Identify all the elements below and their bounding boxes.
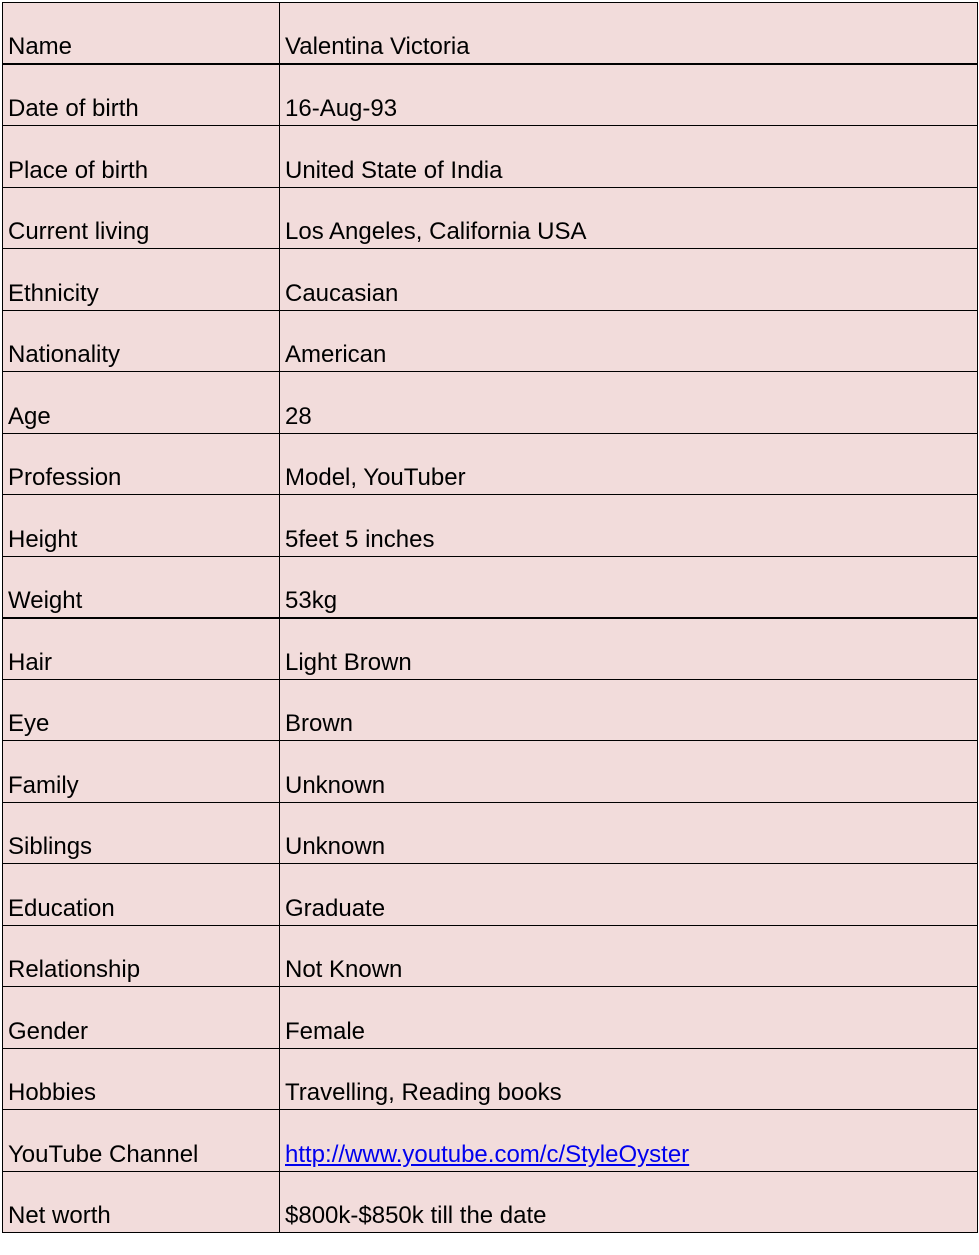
row-label: Weight	[3, 556, 280, 618]
row-label: Net worth	[3, 1171, 280, 1233]
row-label: Age	[3, 372, 280, 434]
youtube-channel-cell	[280, 1110, 978, 1172]
row-label: Hobbies	[3, 1048, 280, 1110]
row-value: Graduate	[280, 864, 978, 926]
row-value: Unknown	[280, 802, 978, 864]
profile-table	[2, 2, 978, 1233]
table-row	[3, 987, 978, 1049]
table-row	[3, 1110, 978, 1172]
row-value: Unknown	[280, 741, 978, 803]
table-row	[3, 925, 978, 987]
row-label: Family	[3, 741, 280, 803]
table-row	[3, 187, 978, 249]
row-label: Current living	[3, 187, 280, 249]
row-value: Caucasian	[280, 249, 978, 311]
row-label: Gender	[3, 987, 280, 1049]
table-row	[3, 495, 978, 557]
row-value: Model, YouTuber	[280, 433, 978, 495]
table-row	[3, 741, 978, 803]
table-row	[3, 310, 978, 372]
row-label: Nationality	[3, 310, 280, 372]
row-label: Date of birth	[3, 64, 280, 126]
table-row	[3, 126, 978, 188]
row-value: 5feet 5 inches	[280, 495, 978, 557]
row-label: Education	[3, 864, 280, 926]
table-row	[3, 618, 978, 680]
table-row	[3, 249, 978, 311]
table-row	[3, 679, 978, 741]
table-row	[3, 1048, 978, 1110]
row-value: 16-Aug-93	[280, 64, 978, 126]
row-value: Valentina Victoria	[280, 3, 978, 65]
table-row	[3, 64, 978, 126]
row-value: $800k-$850k till the date	[280, 1171, 978, 1233]
row-value: Light Brown	[280, 618, 978, 680]
row-label: Eye	[3, 679, 280, 741]
row-value: Los Angeles, California USA	[280, 187, 978, 249]
row-value: Travelling, Reading books	[280, 1048, 978, 1110]
row-value: Brown	[280, 679, 978, 741]
row-value: 53kg	[280, 556, 978, 618]
table-row	[3, 802, 978, 864]
table-row	[3, 556, 978, 618]
row-value: 28	[280, 372, 978, 434]
row-label: Ethnicity	[3, 249, 280, 311]
row-value: Not Known	[280, 925, 978, 987]
row-label: Profession	[3, 433, 280, 495]
table-row	[3, 3, 978, 65]
table-row	[3, 372, 978, 434]
row-label: Hair	[3, 618, 280, 680]
row-value: American	[280, 310, 978, 372]
youtube-channel-link[interactable]: http://www.youtube.com/c/StyleOyster	[285, 1140, 690, 1168]
row-label: YouTube Channel	[3, 1110, 280, 1172]
row-value: Female	[280, 987, 978, 1049]
row-label: Relationship	[3, 925, 280, 987]
row-value: United State of India	[280, 126, 978, 188]
table-row	[3, 1171, 978, 1233]
row-label: Siblings	[3, 802, 280, 864]
table-row	[3, 433, 978, 495]
table-row	[3, 864, 978, 926]
row-label: Name	[3, 3, 280, 65]
row-label: Height	[3, 495, 280, 557]
row-label: Place of birth	[3, 126, 280, 188]
